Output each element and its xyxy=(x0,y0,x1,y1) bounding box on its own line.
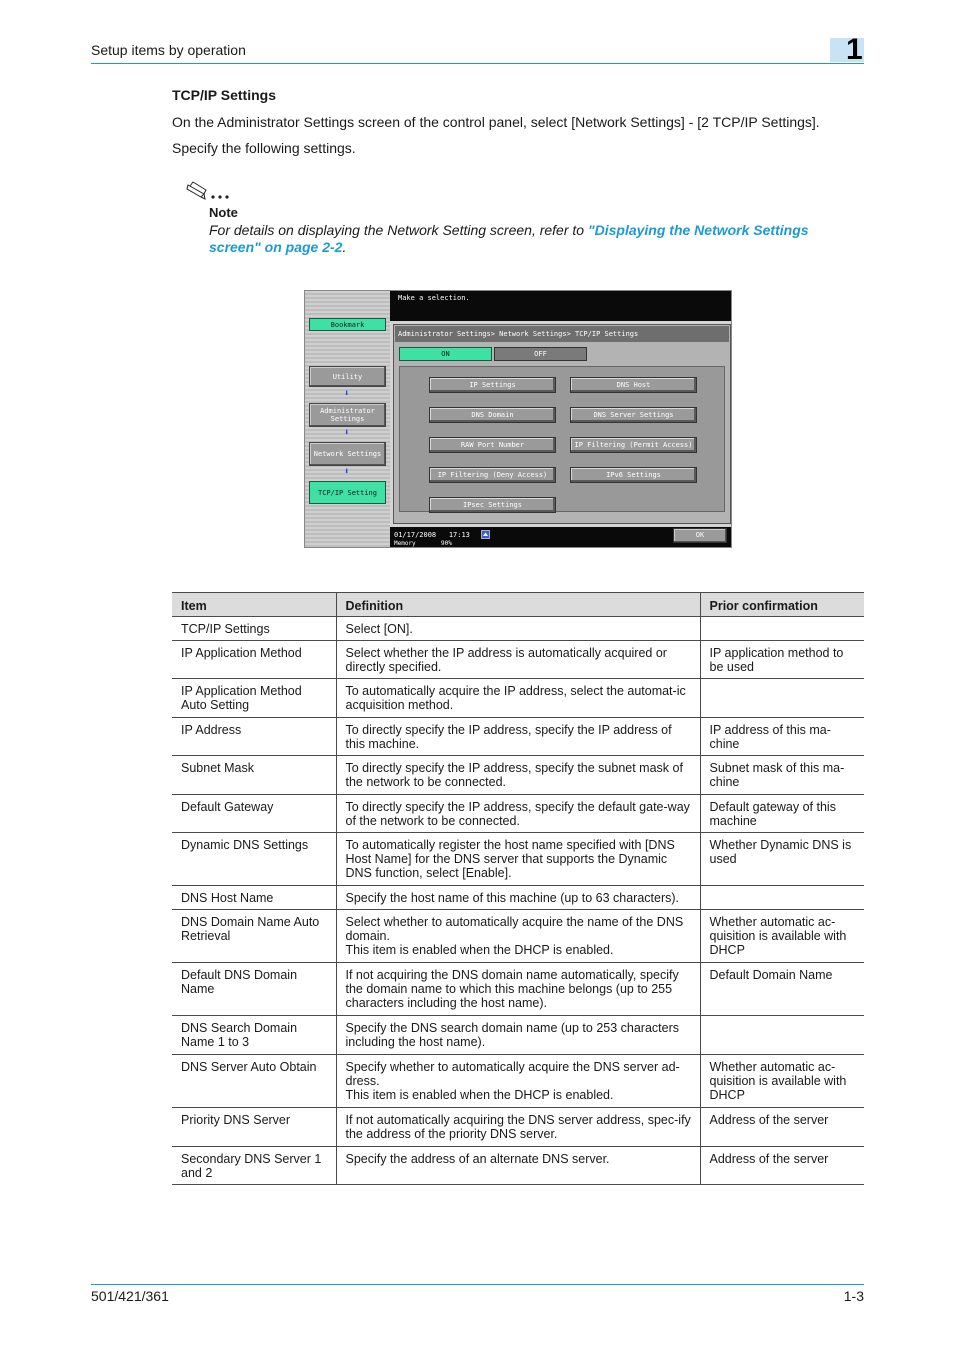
settings-table xyxy=(172,592,864,1185)
definition-cell: Select whether the IP address is automatically acquired or directly specified. xyxy=(336,641,700,679)
chapter-number: 1 xyxy=(846,33,863,66)
footer-rule xyxy=(91,1284,864,1285)
dns-host-button[interactable]: DNS Host xyxy=(570,377,697,393)
item-cell: Subnet Mask xyxy=(172,756,336,795)
note-text xyxy=(209,222,849,256)
table-row xyxy=(172,679,864,718)
definition-cell: Specify the host name of this machine (up to 63 characters). xyxy=(336,886,700,910)
prior-confirmation-cell xyxy=(700,679,864,718)
table-row xyxy=(172,886,864,910)
prior-confirmation-cell: Whether Dynamic DNS is used xyxy=(700,833,864,886)
status-date: 01/17/2008 xyxy=(394,531,437,539)
definition-cell: To directly specify the IP address, specify the subnet mask of the network to be connected. xyxy=(336,756,700,795)
definition-cell: To automatically register the host name specified with [DNS Host Name] for the DNS server that supports the Dynamic DNS function, select [Enable]. xyxy=(336,833,700,886)
definition-cell: To directly specify the IP address, specify the IP address of this machine. xyxy=(336,718,700,756)
item-cell: DNS Search Domain Name 1 to 3 xyxy=(172,1016,336,1055)
network-settings-button[interactable]: Network Settings xyxy=(309,442,386,466)
ipsec-settings-button[interactable]: IPsec Settings xyxy=(429,497,556,513)
ip-filtering-deny-button[interactable]: IP Filtering (Deny Access) xyxy=(429,467,556,483)
memory-value: 90% xyxy=(440,540,452,547)
table-row xyxy=(172,718,864,756)
arrow-down-icon: ⬇ xyxy=(344,467,350,477)
table-row xyxy=(172,795,864,833)
raw-port-number-button[interactable]: RAW Port Number xyxy=(429,437,556,453)
item-cell: DNS Host Name xyxy=(172,886,336,910)
network-icon xyxy=(481,530,490,539)
item-cell: Default DNS Domain Name xyxy=(172,963,336,1016)
table-row xyxy=(172,833,864,886)
prior-confirmation-cell: Whether automatic ac-quisition is available with DHCP xyxy=(700,1055,864,1108)
definition-cell: To directly specify the IP address, specify the default gate-way of the network to be connected. xyxy=(336,795,700,833)
prior-confirmation-cell xyxy=(700,617,864,641)
table-row xyxy=(172,756,864,795)
item-cell: Secondary DNS Server 1 and 2 xyxy=(172,1147,336,1185)
table-row xyxy=(172,1108,864,1147)
item-cell: Dynamic DNS Settings xyxy=(172,833,336,886)
definition-cell: Specify the address of an alternate DNS server. xyxy=(336,1147,700,1185)
item-cell: DNS Domain Name Auto Retrieval xyxy=(172,910,336,963)
definition-cell: Select [ON]. xyxy=(336,617,700,641)
prior-confirmation-cell: Default gateway of this machine xyxy=(700,795,864,833)
column-header-prior-confirmation: Prior confirmation xyxy=(700,593,864,617)
arrow-down-icon: ⬇ xyxy=(344,428,350,438)
table-row xyxy=(172,963,864,1016)
prior-confirmation-cell: Address of the server xyxy=(700,1108,864,1147)
prior-confirmation-cell: Default Domain Name xyxy=(700,963,864,1016)
column-header-item: Item xyxy=(172,593,336,617)
definition-cell: Specify whether to automatically acquire the DNS server ad-dress. This item is enabled when the DHCP is enabled. xyxy=(336,1055,700,1108)
table-row xyxy=(172,617,864,641)
header-rule xyxy=(91,63,864,64)
item-cell: IP Address xyxy=(172,718,336,756)
dns-server-settings-button[interactable]: DNS Server Settings xyxy=(570,407,697,423)
off-button[interactable]: OFF xyxy=(494,347,587,361)
breadcrumb: Administrator Settings> Network Settings> TCP/IP Settings xyxy=(395,326,729,342)
table-header-row xyxy=(172,593,864,617)
table-row xyxy=(172,1147,864,1185)
page-number: 1-3 xyxy=(843,1288,864,1304)
instruction-paragraph: On the Administrator Settings screen of the control panel, select [Network Settings] - [2 TCP/IP Settings]. xyxy=(172,114,820,130)
table-row xyxy=(172,1016,864,1055)
column-header-definition: Definition xyxy=(336,593,700,617)
prior-confirmation-cell: IP address of this ma-chine xyxy=(700,718,864,756)
prior-confirmation-cell xyxy=(700,1016,864,1055)
prior-confirmation-cell: Address of the server xyxy=(700,1147,864,1185)
instruction-paragraph: Specify the following settings. xyxy=(172,140,356,156)
table-row xyxy=(172,641,864,679)
message-text: Make a selection. xyxy=(398,294,470,302)
item-cell: Default Gateway xyxy=(172,795,336,833)
cross-reference-link[interactable]: "Displaying the Network Settings screen" on page 2-2 xyxy=(209,222,809,255)
pencil-note-icon xyxy=(186,175,232,201)
item-cell: Priority DNS Server xyxy=(172,1108,336,1147)
item-cell: DNS Server Auto Obtain xyxy=(172,1055,336,1108)
tcp-ip-setting-button[interactable]: TCP/IP Setting xyxy=(309,481,386,504)
note-text-suffix: . xyxy=(342,239,347,255)
definition-cell: If not automatically acquiring the DNS server address, spec-ify the address of the priority DNS server. xyxy=(336,1108,700,1147)
table-row xyxy=(172,1055,864,1108)
definition-cell: To automatically acquire the IP address, select the automat-ic acquisition method. xyxy=(336,679,700,718)
definition-cell: If not acquiring the DNS domain name automatically, specify the domain name to which this machine belongs (up to 255 characters including the host name). xyxy=(336,963,700,1016)
item-cell: TCP/IP Settings xyxy=(172,617,336,641)
ok-button[interactable]: OK xyxy=(673,528,727,543)
memory-label: Memory xyxy=(394,540,416,547)
prior-confirmation-cell: Subnet mask of this ma-chine xyxy=(700,756,864,795)
utility-button[interactable]: Utility xyxy=(309,366,386,387)
status-datetime xyxy=(394,531,470,539)
note-label: Note xyxy=(209,205,238,220)
status-memory xyxy=(394,540,452,547)
section-title: TCP/IP Settings xyxy=(172,87,276,103)
administrator-settings-button[interactable]: Administrator Settings xyxy=(309,403,386,427)
prior-confirmation-cell: Whether automatic ac-quisition is available with DHCP xyxy=(700,910,864,963)
note-text-prefix: For details on displaying the Network Setting screen, refer to xyxy=(209,222,588,238)
prior-confirmation-cell: IP application method to be used xyxy=(700,641,864,679)
prior-confirmation-cell xyxy=(700,886,864,910)
definition-cell: Select whether to automatically acquire the name of the DNS domain. This item is enabled when the DHCP is enabled. xyxy=(336,910,700,963)
on-button[interactable]: ON xyxy=(399,347,492,361)
footer-model: 501/421/361 xyxy=(91,1288,169,1304)
ip-settings-button[interactable]: IP Settings xyxy=(429,377,556,393)
table-row xyxy=(172,910,864,963)
status-time: 17:13 xyxy=(448,531,470,539)
arrow-down-icon: ⬇ xyxy=(344,389,350,399)
item-cell: IP Application Method Auto Setting xyxy=(172,679,336,718)
item-cell: IP Application Method xyxy=(172,641,336,679)
bookmark-button[interactable]: Bookmark xyxy=(309,318,386,331)
ipv6-settings-button[interactable]: IPv6 Settings xyxy=(570,467,697,483)
definition-cell: Specify the DNS search domain name (up to 253 characters including the host name). xyxy=(336,1016,700,1055)
dns-domain-button[interactable]: DNS Domain xyxy=(429,407,556,423)
ip-filtering-permit-button[interactable]: IP Filtering (Permit Access) xyxy=(570,437,697,453)
control-panel-screenshot xyxy=(304,290,732,548)
running-header: Setup items by operation xyxy=(91,42,246,58)
